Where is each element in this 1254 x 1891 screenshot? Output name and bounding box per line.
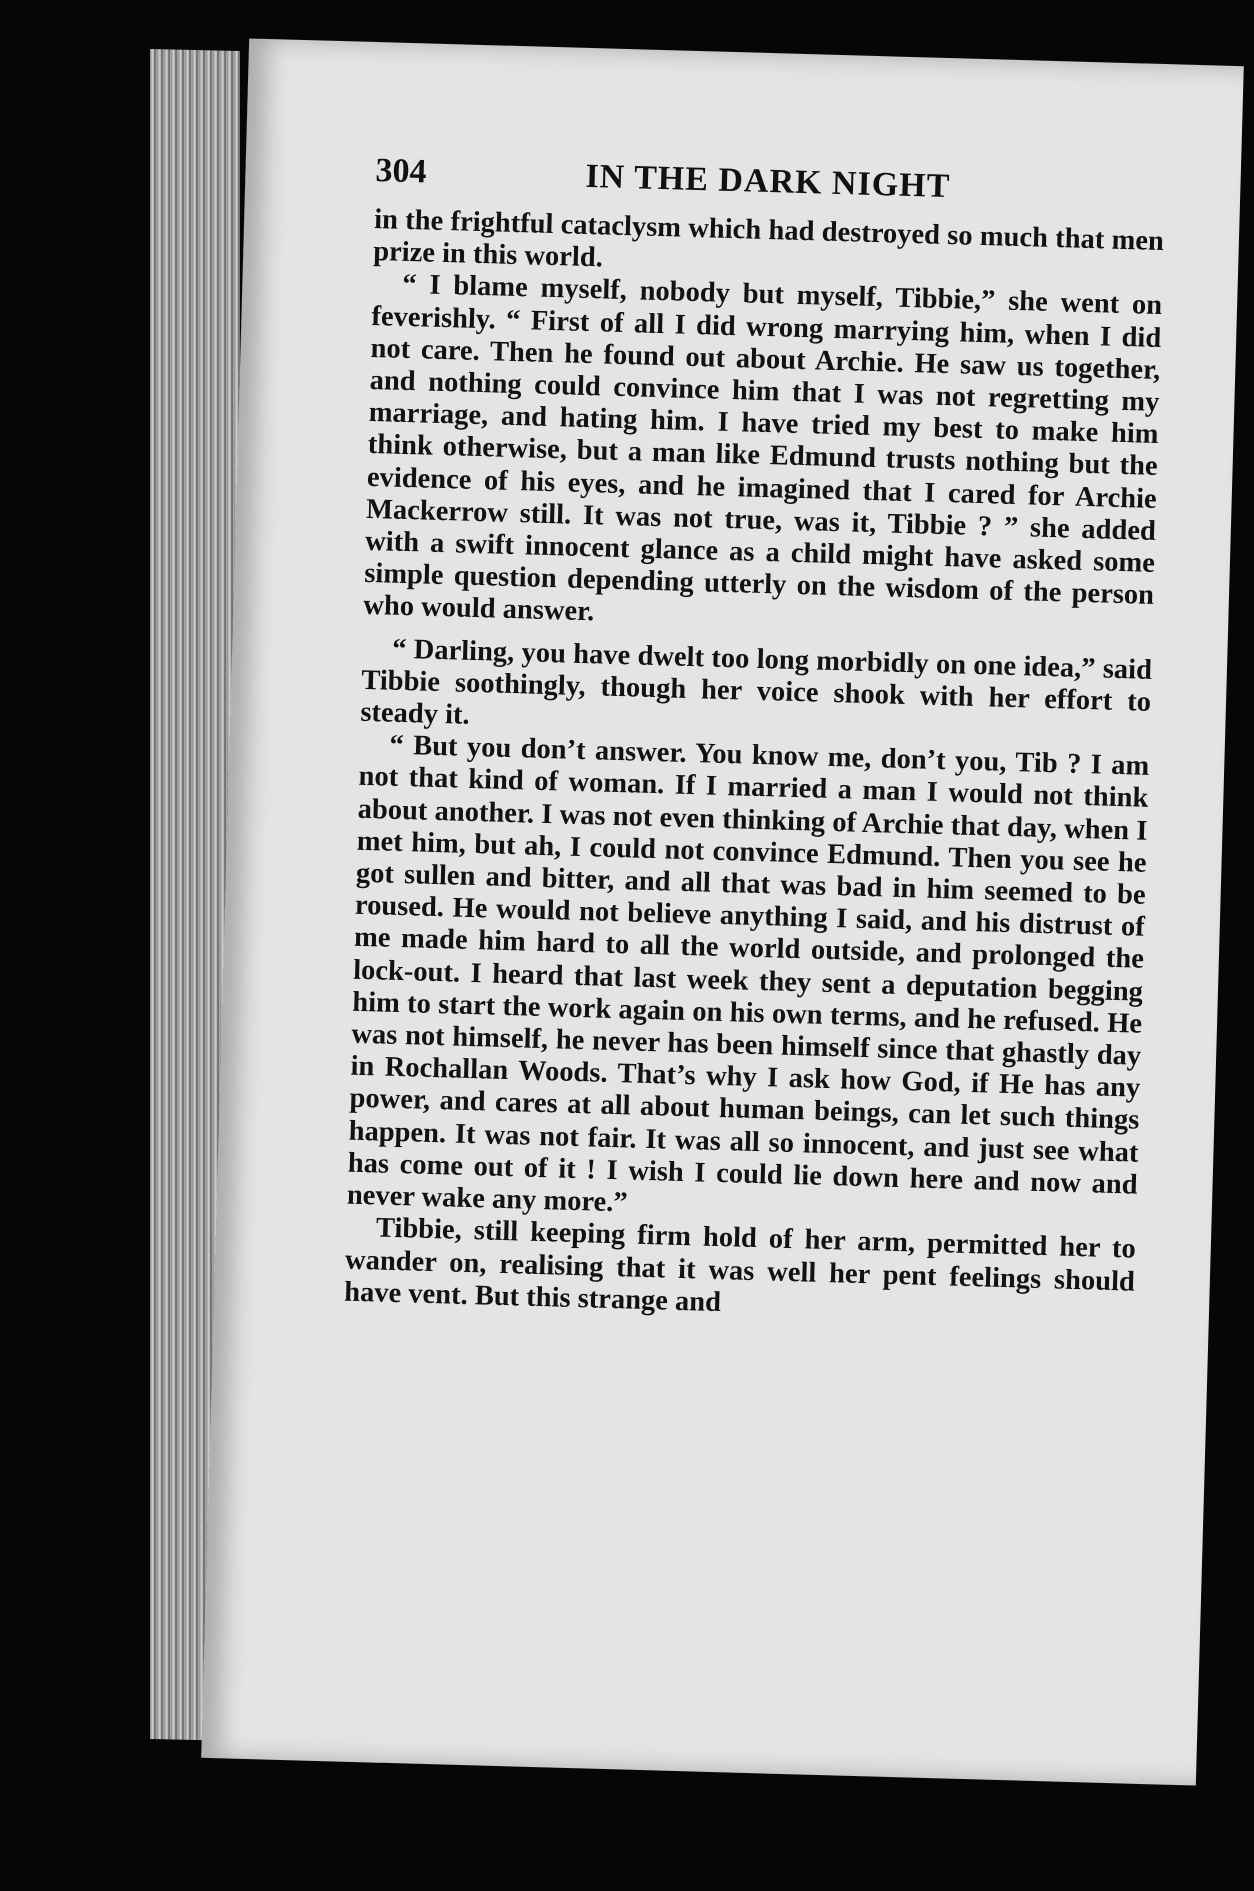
body-text bbox=[344, 204, 1165, 1331]
page-number: 304 bbox=[375, 152, 428, 191]
book-page bbox=[201, 38, 1244, 1785]
running-title: IN THE DARK NIGHT bbox=[584, 157, 951, 206]
paragraph-1: in the frightful cataclysm which had destroyed so much that men prize in this world. bbox=[372, 204, 1165, 274]
page-content bbox=[344, 152, 1166, 1331]
paragraph-2: “ I blame myself, nobody but myself, Tibbie,” she went on feverishly. “ First of all I did wrong marrying him, when I did not care. Then he found out about Archie. He saw us together, and nothing could convince him that I was not regretting my marriage, and hating him. I have tried my best to make him think otherwise, but a man like Edmund trusts nothing but the evidence of his eyes, and he imagined that I cared for Archie Mackerrow still. It was not true, was it, Tibbie ? ” she added with a swift innocent glance as a child might have asked some simple question depending utterly on the wisdom of the person who would answer. bbox=[362, 269, 1163, 628]
paragraph-4: “ But you don’t answer. You know me, don’t you, Tib ? I am not that kind of woman. If I married a man I would not think about another. I was not even thinking of Archie that day, when I met him, but ah, I could not convince Edmund. Then you see he got sullen and bitter, and all that was bad in him seemed to be roused. He would not believe anything I said, and his distrust of me made him hard to all the world outside, and prolonged the lock-out. I heard that last week they sent a deputation begging him to start the work again on his own terms, and he refused. He was not himself, he never has been himself since that ghastly day in Rochallan Woods. That’s why I ask how God, if He has any power, and cares at all about human beings, can let such things happen. It was not fair. It was all so innocent, and just see what has come out of it ! I wish I could lie down here and now and never wake any more.” bbox=[346, 729, 1150, 1219]
paragraph-5: Tibbie, still keeping firm hold of her arm, permitted her to wander on, realising that it was well her pent feelings should have vent. But this strange and bbox=[343, 1212, 1137, 1318]
paragraph-3: “ Darling, you have dwelt too long morbidly on one idea,” said Tibbie soothingly, though her voice shook with her effort to steady it. bbox=[360, 633, 1153, 731]
